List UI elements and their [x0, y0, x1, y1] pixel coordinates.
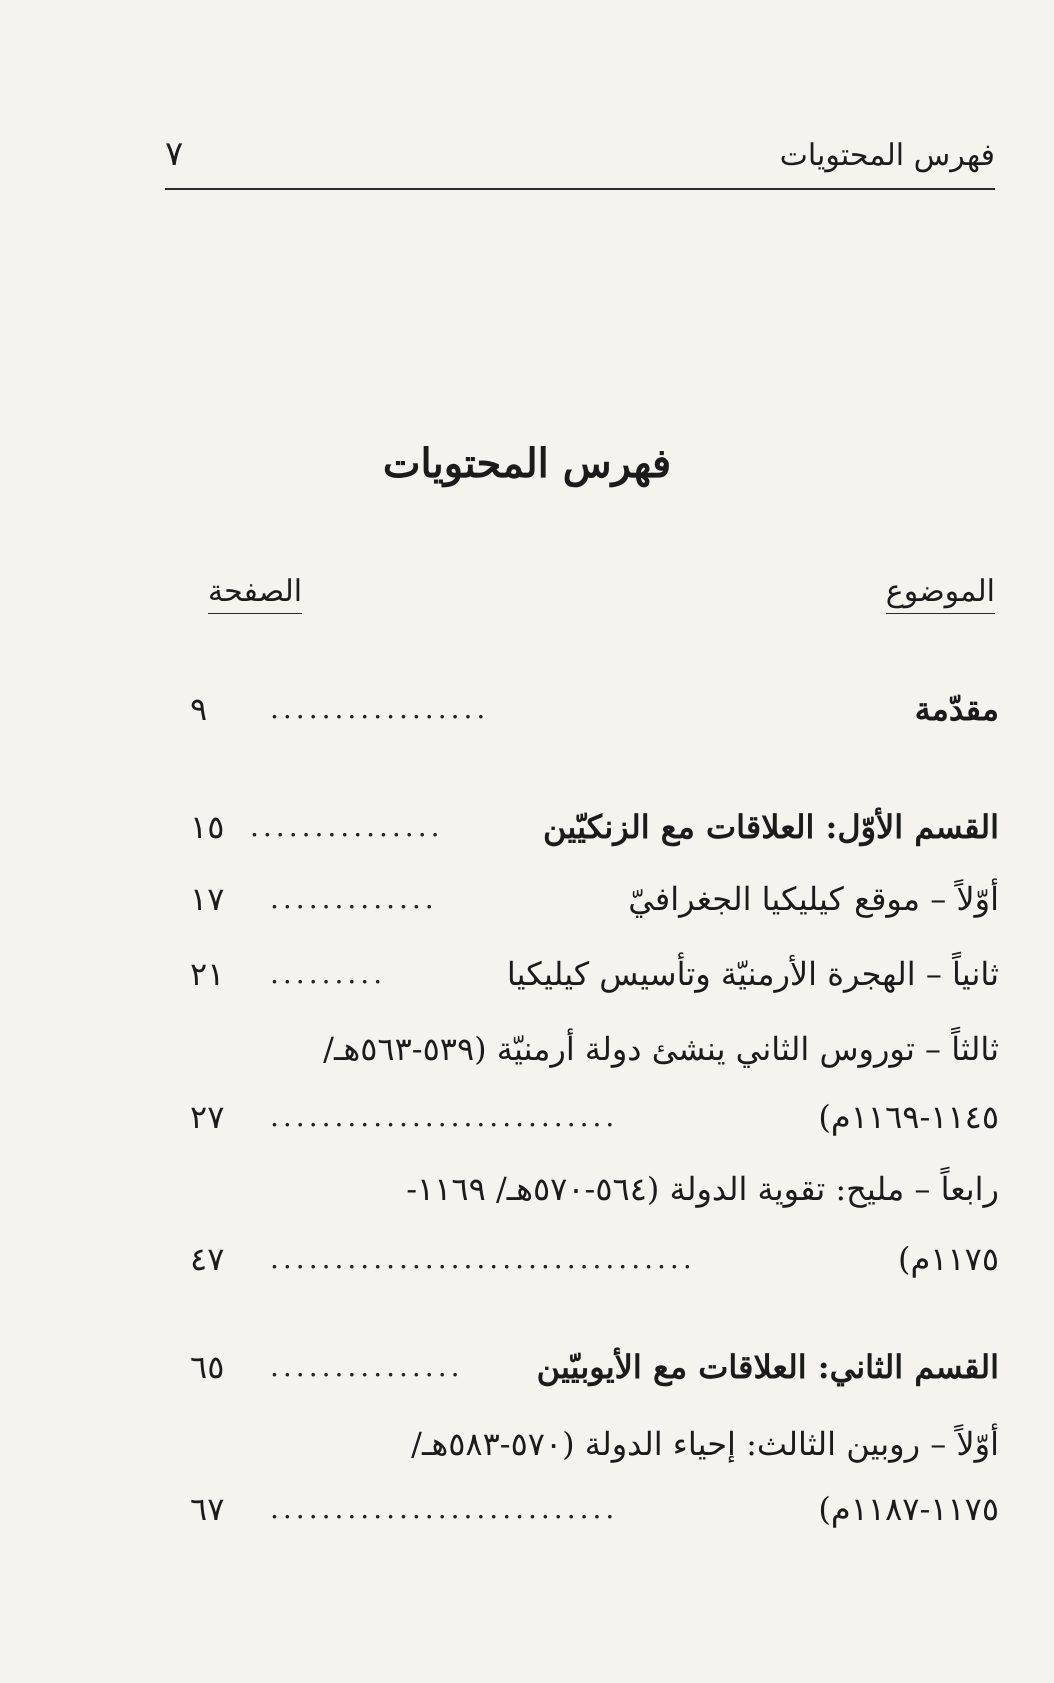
toc-entry — [190, 1170, 999, 1224]
entry-page-number: ٢١ — [190, 955, 225, 993]
entry-leader-dots: ................................. — [270, 1242, 696, 1275]
entry-title: أوّلاً – روبين الثالث: إحياء الدولة (٥٧٠-٥٨٣هـ/ — [411, 1425, 999, 1463]
entry-title: ١١٧٥-١١٨٧م) — [818, 1490, 999, 1528]
page-header — [165, 128, 995, 190]
page-number: ٧ — [165, 134, 184, 174]
entry-title: أوّلاً – موقع كيليكيا الجغرافيّ — [628, 880, 999, 918]
entry-title: مقدّمة — [914, 690, 999, 728]
entry-page-number: ٦٧ — [190, 1490, 225, 1528]
entry-page-number: ٦٥ — [190, 1348, 225, 1386]
toc-entry — [190, 690, 999, 744]
entry-title: ثالثاً – توروس الثاني ينشئ دولة أرمنيّة (٥٣٩-٥٦٣هـ/ — [323, 1030, 999, 1068]
entry-leader-dots: ........................... — [270, 1100, 619, 1133]
entry-leader-dots: ............... — [250, 810, 444, 843]
entry-page-number: ١٧ — [190, 880, 225, 918]
toc-title: فهرس المحتويات — [382, 440, 672, 487]
entry-page-number: ٢٧ — [190, 1098, 225, 1136]
entry-page-number: ١٥ — [190, 808, 225, 846]
running-title: فهرس المحتويات — [779, 138, 995, 173]
entry-page-number: ٩ — [190, 690, 208, 728]
toc-entry — [190, 880, 999, 934]
toc-entry — [190, 808, 999, 862]
toc-entry-continuation — [190, 1490, 999, 1544]
toc-entry-continuation — [190, 1098, 999, 1152]
page-column-header: الصفحة — [208, 574, 302, 614]
toc-entry — [190, 1348, 999, 1402]
entry-title: القسم الثاني: العلاقات مع الأيوبيّين — [536, 1348, 999, 1386]
toc-entry — [190, 1425, 999, 1479]
topic-column-header: الموضوع — [886, 574, 995, 614]
entry-title: ١١٤٥-١١٦٩م) — [818, 1098, 999, 1136]
entry-title: ١١٧٥م) — [897, 1240, 999, 1278]
toc-entry — [190, 955, 999, 1009]
entry-page-number: ٤٧ — [190, 1240, 225, 1278]
toc-entry-continuation — [190, 1240, 999, 1294]
entry-leader-dots: ............. — [270, 882, 438, 915]
entry-leader-dots: ............... — [270, 1350, 464, 1383]
entry-leader-dots: ........................... — [270, 1492, 619, 1525]
toc-entry — [190, 1030, 999, 1084]
entry-leader-dots: ......... — [270, 957, 387, 990]
entry-leader-dots: ................. — [270, 692, 490, 725]
entry-title: ثانياً – الهجرة الأرمنيّة وتأسيس كيليكيا — [506, 955, 999, 993]
entry-title: القسم الأوّل: العلاقات مع الزنكيّين — [543, 808, 999, 846]
entry-title: رابعاً – مليح: تقوية الدولة (٥٦٤-٥٧٠هـ/ ١١٦٩- — [406, 1170, 999, 1208]
